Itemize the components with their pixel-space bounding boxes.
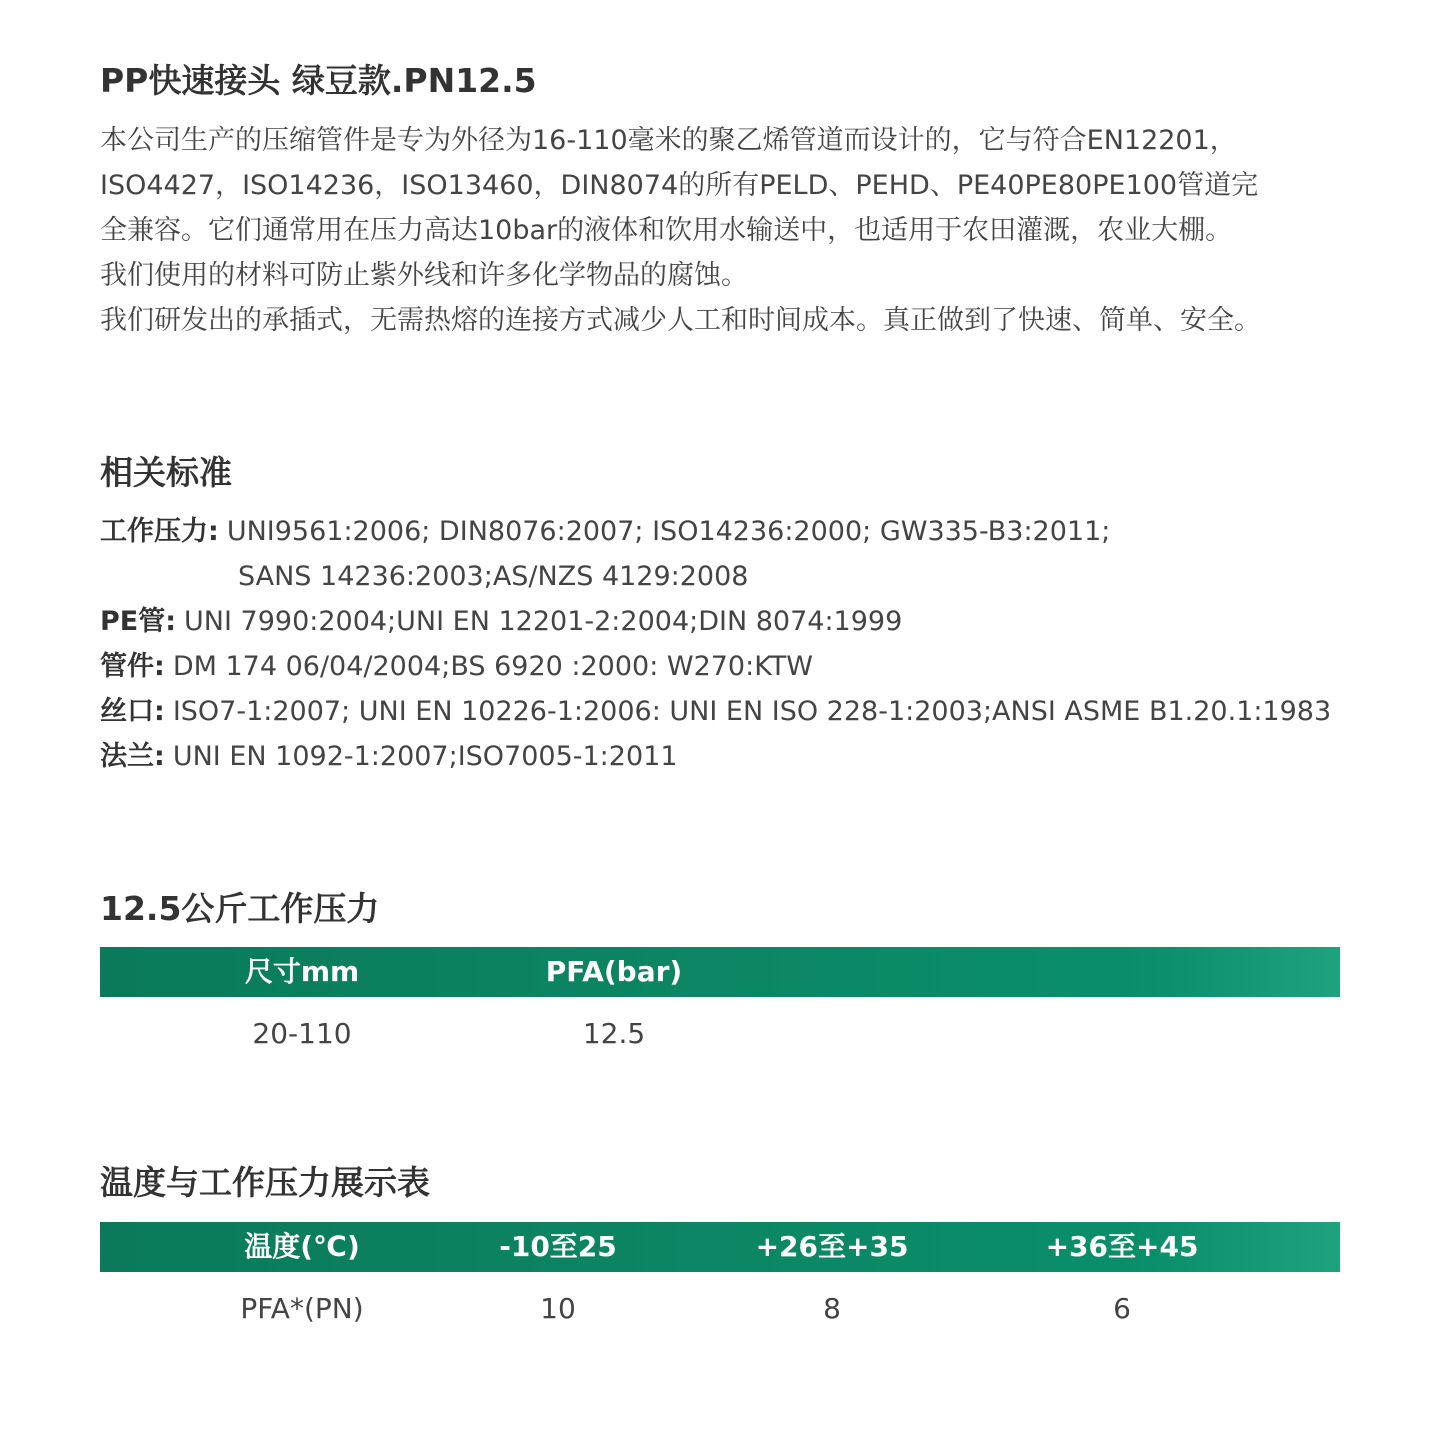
- standard-item-flange: [100, 734, 1410, 779]
- table-cell: 12.5: [582, 1017, 646, 1050]
- table-cell: 8: [823, 1292, 841, 1325]
- standard-value: ISO7-1:2007; UNI EN 10226-1:2006: UNI EN ISO 228-1:2003;ANSI ASME B1.20.1:1983: [172, 696, 1332, 727]
- standard-value: UNI9561:2006; DIN8076:2007; ISO14236:2000; GW335-B3:2011;: [226, 516, 1111, 547]
- table-cell: PFA*(PN): [240, 1292, 364, 1325]
- temperature-heading: 温度与工作压力展示表: [100, 1163, 430, 1202]
- product-description: [100, 118, 1400, 343]
- column-header: -10至25: [499, 1230, 617, 1263]
- standard-label: 工作压力:: [100, 516, 219, 547]
- standard-label: 丝口:: [100, 696, 165, 727]
- column-header: +26至+35: [755, 1230, 909, 1263]
- table-cell: 6: [1113, 1292, 1131, 1325]
- description-line: 我们使用的材料可防止紫外线和许多化学物品的腐蚀。: [100, 260, 748, 291]
- page-title: PP快速接头 绿豆款.PN12.5: [100, 61, 537, 100]
- description-line: ISO4427，ISO14236，ISO13460，DIN8074的所有PELD、PEHD、PE40PE80PE100管道完: [100, 170, 1259, 201]
- standard-value: UNI 7990:2004;UNI EN 12201-2:2004;DIN 8074:1999: [184, 606, 903, 637]
- column-header: +36至+45: [1045, 1230, 1199, 1263]
- table-row: [100, 1284, 1340, 1334]
- standard-label: 法兰:: [100, 741, 165, 772]
- standard-value: DM 174 06/04/2004;BS 6920 :2000: W270:KTW: [172, 651, 813, 682]
- standards-list: [100, 509, 1410, 779]
- standard-label: PE管:: [100, 606, 177, 637]
- standard-value: UNI EN 1092-1:2007;ISO7005-1:2011: [172, 741, 678, 772]
- standard-item-fittings: [100, 644, 1410, 689]
- temperature-table-header: [100, 1222, 1340, 1272]
- pressure-table-header: [100, 947, 1340, 997]
- column-header: 尺寸mm: [244, 955, 360, 988]
- table-cell: 10: [540, 1292, 576, 1325]
- description-line: 本公司生产的压缩管件是专为外径为16-110毫米的聚乙烯管道而设计的，它与符合EN12201，: [100, 125, 1237, 156]
- standards-heading: 相关标准: [100, 453, 232, 492]
- standard-label: 管件:: [100, 651, 165, 682]
- standard-item-working-pressure-cont: [100, 554, 1410, 599]
- description-line: 我们研发出的承插式，无需热熔的连接方式减少人工和时间成本。真正做到了快速、简单、安全。: [100, 305, 1261, 336]
- table-row: [100, 1009, 1340, 1059]
- table-cell: 20-110: [252, 1017, 352, 1050]
- pressure-heading: 12.5公斤工作压力: [100, 889, 380, 928]
- standard-item-working-pressure: [100, 509, 1410, 554]
- description-line: 全兼容。它们通常用在压力高达10bar的液体和饮用水输送中，也适用于农田灌溉，农业大棚。: [100, 215, 1233, 246]
- standard-item-pe-pipe: [100, 599, 1410, 644]
- standard-item-thread: [100, 689, 1410, 734]
- column-header: PFA(bar): [545, 955, 683, 988]
- standard-value: SANS 14236:2003;AS/NZS 4129:2008: [238, 561, 749, 592]
- column-header: 温度(℃): [244, 1230, 360, 1263]
